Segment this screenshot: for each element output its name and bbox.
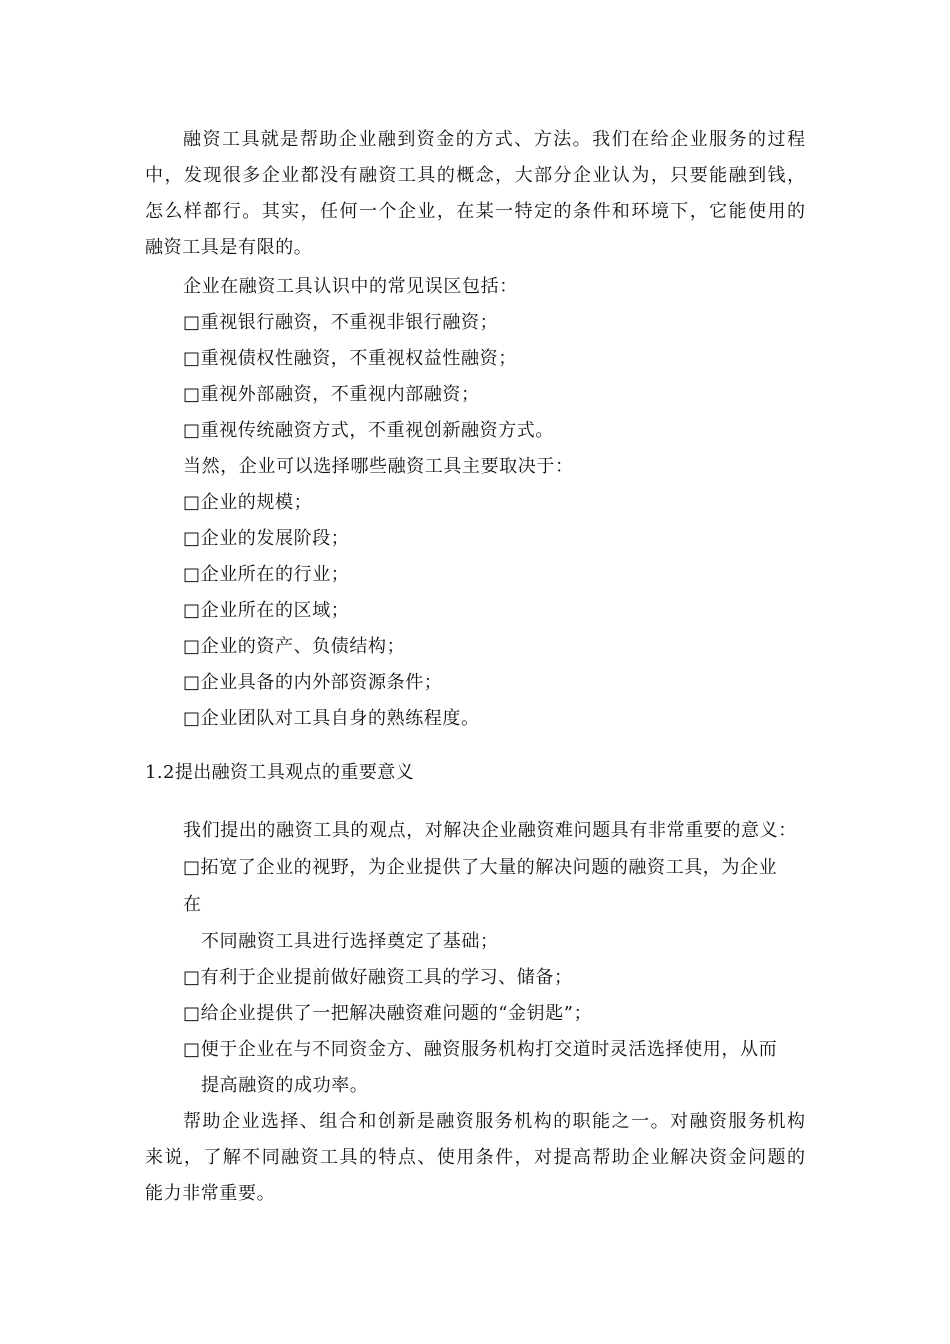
significance-point-1-line-2: 在 xyxy=(183,894,202,915)
misconception-item: □重视银行融资，不重视非银行融资； xyxy=(183,312,499,333)
misconceptions-intro: 企业在融资工具认识中的常见误区包括： xyxy=(183,276,518,297)
factor-item: □企业所在的行业； xyxy=(183,564,350,585)
intro-paragraph-line-2: 中，发现很多企业都没有融资工具的概念，大部分企业认为，只要能融到钱， xyxy=(145,165,805,186)
intro-paragraph-line-3: 怎么样都行。其实，任何一个企业，在某一特定的条件和环境下，它能使用的 xyxy=(145,201,805,222)
section-heading: 1.2提出融资工具观点的重要意义 xyxy=(145,762,415,783)
significance-point-3: □给企业提供了一把解决融资难问题的“金钥匙”； xyxy=(183,1003,593,1024)
significance-intro: 我们提出的融资工具的观点，对解决企业融资难问题具有非常重要的意义： xyxy=(183,820,797,841)
factors-intro: 当然，企业可以选择哪些融资工具主要取决于： xyxy=(183,456,574,477)
closing-paragraph-line-1: 帮助企业选择、组合和创新是融资服务机构的职能之一。对融资服务机构 xyxy=(183,1111,805,1132)
closing-paragraph-line-3: 能力非常重要。 xyxy=(145,1183,276,1204)
factor-item: □企业所在的区域； xyxy=(183,600,350,621)
significance-point-1-line-1: □拓宽了企业的视野，为企业提供了大量的解决问题的融资工具，为企业 xyxy=(183,857,778,878)
misconception-item: □重视债权性融资，不重视权益性融资； xyxy=(183,348,517,369)
intro-paragraph-line-1: 融资工具就是帮助企业融到资金的方式、方法。我们在给企业服务的过程 xyxy=(183,129,805,150)
significance-point-4-line-2: 提高融资的成功率。 xyxy=(201,1075,369,1096)
misconception-item: □重视传统融资方式，不重视创新融资方式。 xyxy=(183,420,555,441)
significance-point-2: □有利于企业提前做好融资工具的学习、储备； xyxy=(183,967,573,988)
factor-item: □企业具备的内外部资源条件； xyxy=(183,672,443,693)
factor-item: □企业的发展阶段； xyxy=(183,528,350,549)
closing-paragraph-line-2: 来说，了解不同融资工具的特点、使用条件，对提高帮助企业解决资金问题的 xyxy=(145,1147,805,1168)
significance-point-4-line-1: □便于企业在与不同资金方、融资服务机构打交道时灵活选择使用，从而 xyxy=(183,1039,778,1060)
intro-paragraph-line-4: 融资工具是有限的。 xyxy=(145,237,313,258)
factor-item: □企业的资产、负债结构； xyxy=(183,636,406,657)
significance-point-1-line-3: 不同融资工具进行选择奠定了基础； xyxy=(201,931,499,952)
misconception-item: □重视外部融资，不重视内部融资； xyxy=(183,384,480,405)
factor-item: □企业团队对工具自身的熟练程度。 xyxy=(183,708,480,729)
factor-item: □企业的规模； xyxy=(183,492,313,513)
